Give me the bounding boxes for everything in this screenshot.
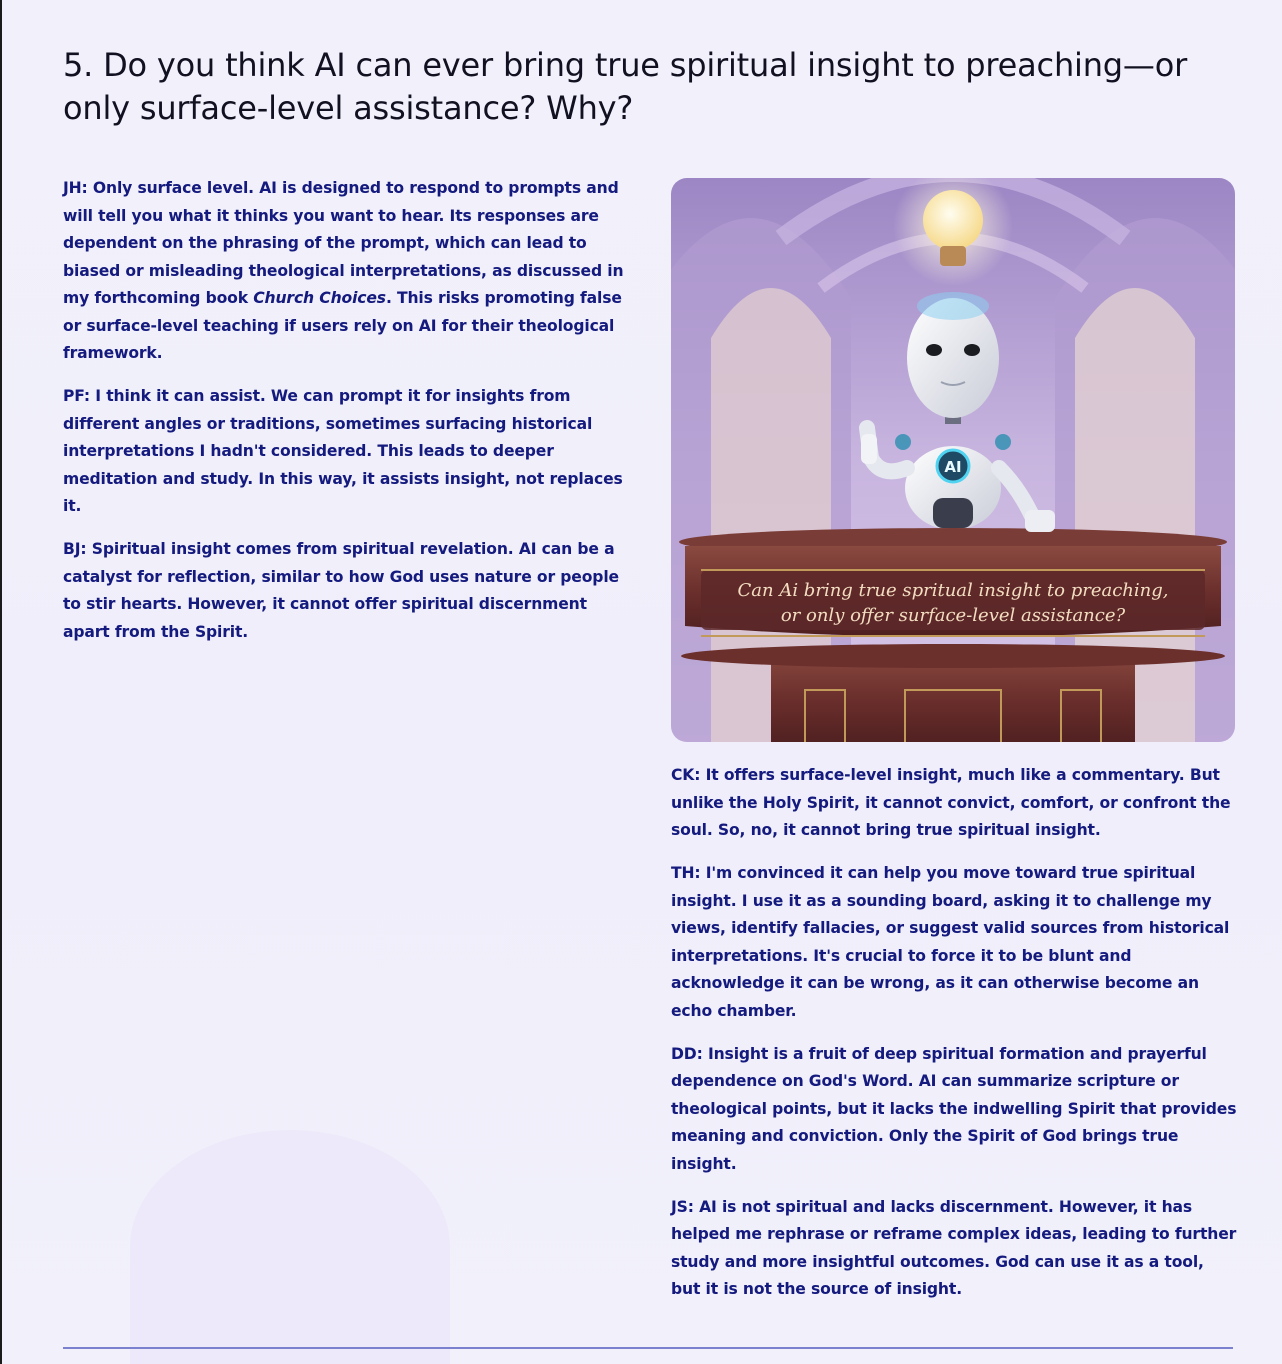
robot-head-light xyxy=(917,292,989,320)
pulpit-sign-line-1: Can Ai bring true spritual insight to preaching, xyxy=(737,580,1169,601)
ai-badge-text: AI xyxy=(944,458,962,476)
section-divider xyxy=(63,1347,1233,1349)
answer-jh-text-1: JH: Only surface level. AI is designed to respond to prompts and will tell you what it thinks you want to hear. Its responses are dependent on the phrasing of the prompt, which can lead to biased or misleading theological interpretations, as discussed in my forthcoming book xyxy=(63,179,624,307)
answer-th: TH: I'm convinced it can help you move toward true spiritual insight. I use it as a sounding board, asking it to challenge my views, identify fallacies, or suggest valid sources from historical interpretations. It's crucial to force it to be blunt and acknowledge it can be wrong, as it can otherwise become an echo chamber. xyxy=(671,864,1230,1020)
robot-shoulder-left xyxy=(895,434,911,450)
robot-pulpit-illustration xyxy=(671,178,1235,742)
answers-right-column xyxy=(671,762,1237,1319)
robot-waist xyxy=(933,498,973,528)
answer-jh-text-2: . This risks promoting false or surface-level teaching if users rely on AI for their theological framework. xyxy=(63,289,622,362)
robot-eye-right xyxy=(964,344,980,356)
robot-hand-right xyxy=(1025,510,1055,532)
robot-hand-left xyxy=(861,434,877,464)
pulpit-base-ring xyxy=(681,644,1225,668)
answer-jh xyxy=(63,175,633,368)
book-title: Church Choices xyxy=(253,289,386,307)
bulb-base xyxy=(940,246,966,266)
answers-left-column xyxy=(63,175,633,662)
lightbulb-icon xyxy=(923,190,983,250)
background-shape xyxy=(130,1130,450,1364)
question-heading: 5. Do you think AI can ever bring true spiritual insight to preaching—or only surface-level assistance? Why? xyxy=(63,46,1188,127)
answer-js: JS: AI is not spiritual and lacks discernment. However, it has helped me rephrase or reframe complex ideas, leading to further study and more insightful outcomes. God can use it as a tool, but it is not the source of insight. xyxy=(671,1197,1237,1298)
pulpit-sign-line-2: or only offer surface-level assistance? xyxy=(780,605,1126,626)
answer-bj: BJ: Spiritual insight comes from spiritual revelation. AI can be a catalyst for reflection, similar to how God uses nature or people to stir hearts. However, it cannot offer spiritual discernment apart from the Spirit. xyxy=(63,540,619,641)
page-left-border xyxy=(0,0,2,1364)
illustration-svg xyxy=(671,178,1235,742)
answer-pf: PF: I think it can assist. We can prompt it for insights from different angles or traditions, sometimes surfacing historical interpretations I hadn't considered. This leads to deeper meditation and study. In this way, it assists insight, not replaces it. xyxy=(63,387,623,515)
answer-dd: DD: Insight is a fruit of deep spiritual formation and prayerful dependence on God's Word. AI can summarize scripture or theological points, but it lacks the indwelling Spirit that provides meaning and conviction. Only the Spirit of God brings true insight. xyxy=(671,1044,1237,1173)
answer-ck: CK: It offers surface-level insight, much like a commentary. But unlike the Holy Spirit, it cannot convict, comfort, or confront the soul. So, no, it cannot bring true spiritual insight. xyxy=(671,766,1231,839)
robot-shoulder-right xyxy=(995,434,1011,450)
robot-eye-left xyxy=(926,344,942,356)
